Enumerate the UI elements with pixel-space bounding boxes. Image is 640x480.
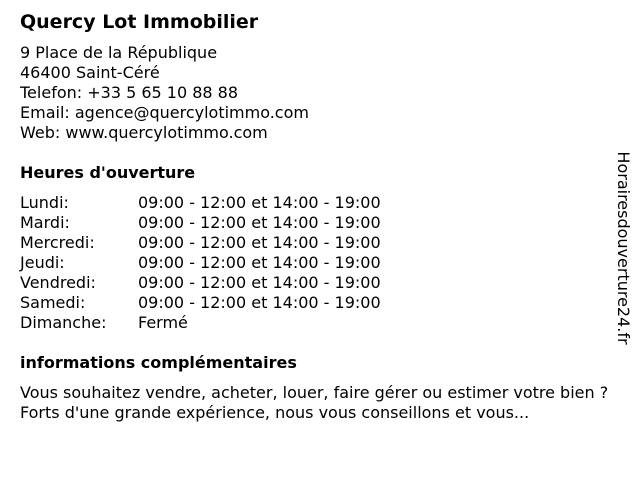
website-address: Web: www.quercylotimmo.com <box>20 123 268 142</box>
day-label: Mercredi: <box>20 233 95 252</box>
day-hours: 09:00 - 12:00 et 14:00 - 19:00 <box>138 293 381 312</box>
day-label: Samedi: <box>20 293 86 312</box>
hours-row-monday <box>20 193 615 213</box>
day-hours: 09:00 - 12:00 et 14:00 - 19:00 <box>138 273 381 292</box>
hours-row-tuesday <box>20 213 615 233</box>
business-name: Quercy Lot Immobilier <box>20 11 259 33</box>
day-label: Vendredi: <box>20 273 96 292</box>
address-city: 46400 Saint-Céré <box>20 63 160 82</box>
business-card <box>20 10 615 423</box>
address-street: 9 Place de la République <box>20 43 218 62</box>
opening-hours-heading: Heures d'ouverture <box>20 163 196 182</box>
additional-info-text: Vous souhaitez vendre, acheter, louer, faire gérer ou estimer votre bien ? Forts d'une grande expérience, nous vous conseillons et vous... <box>20 383 609 422</box>
day-hours: 09:00 - 12:00 et 14:00 - 19:00 <box>138 193 381 212</box>
day-label: Jeudi: <box>20 253 65 272</box>
email-address: Email: agence@quercylotimmo.com <box>20 103 309 122</box>
hours-row-friday <box>20 273 615 293</box>
opening-hours-list <box>20 193 615 333</box>
day-hours: Fermé <box>138 313 188 332</box>
hours-row-wednesday <box>20 233 615 253</box>
day-hours: 09:00 - 12:00 et 14:00 - 19:00 <box>138 253 381 272</box>
hours-row-sunday <box>20 313 615 333</box>
day-label: Dimanche: <box>20 313 107 332</box>
hours-row-saturday <box>20 293 615 313</box>
day-hours: 09:00 - 12:00 et 14:00 - 19:00 <box>138 213 381 232</box>
hours-row-thursday <box>20 253 615 273</box>
additional-info-heading: informations complémentaires <box>20 353 297 372</box>
day-label: Lundi: <box>20 193 69 212</box>
day-hours: 09:00 - 12:00 et 14:00 - 19:00 <box>138 233 381 252</box>
site-watermark: Horairesdouverture24.fr <box>614 151 633 345</box>
phone-number: Telefon: +33 5 65 10 88 88 <box>20 83 239 102</box>
day-label: Mardi: <box>20 213 70 232</box>
